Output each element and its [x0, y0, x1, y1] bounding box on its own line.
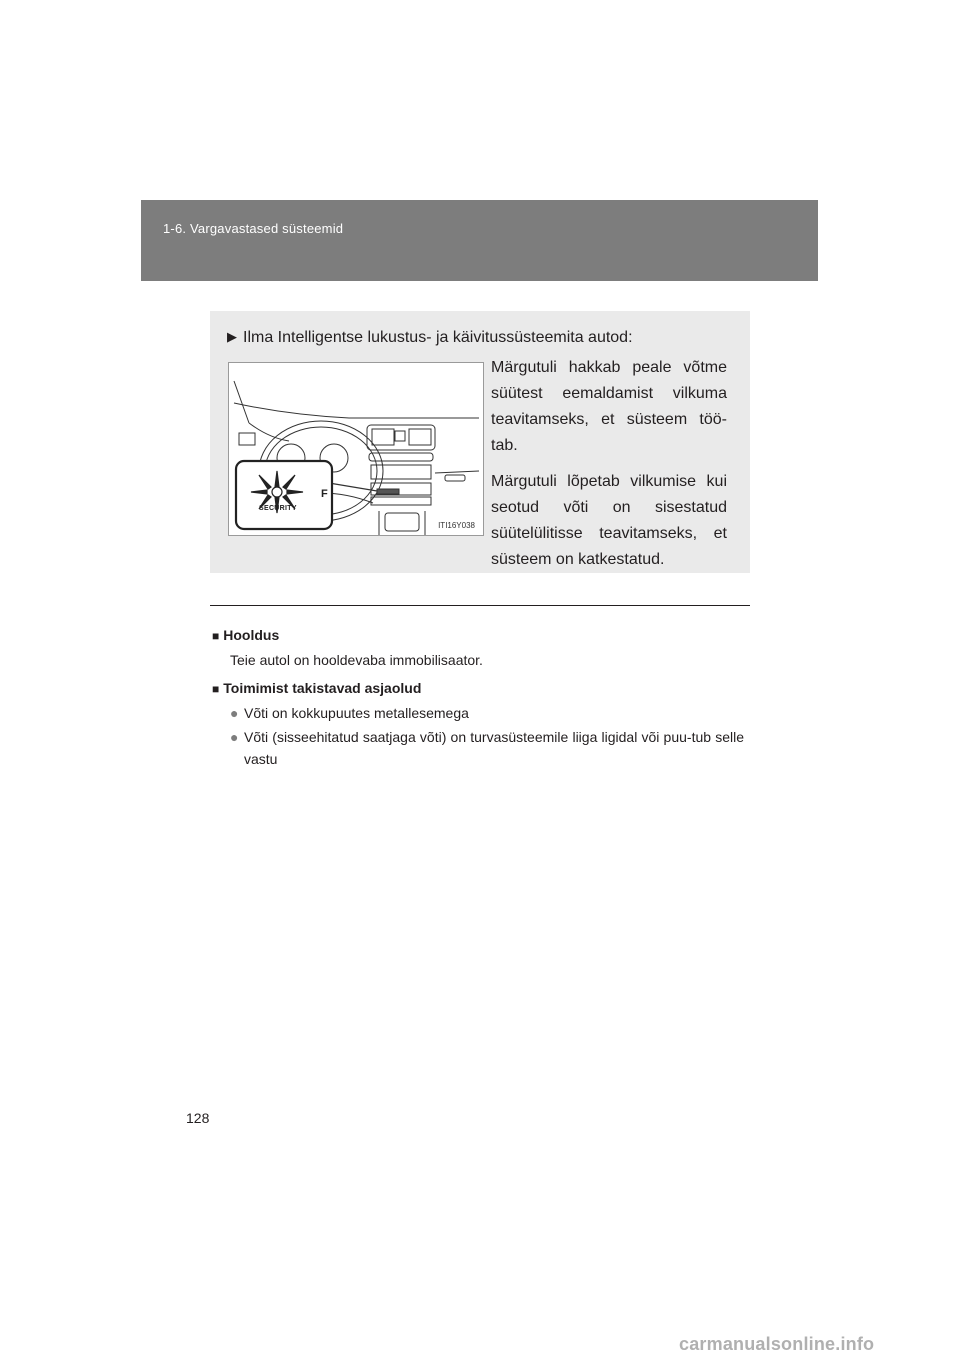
note-title-1	[212, 624, 744, 647]
note-title-1-text: Hooldus	[223, 627, 280, 643]
svg-text:F: F	[321, 488, 328, 500]
page-number: 128	[186, 1110, 210, 1126]
note-bullet-2-text: Võti (sisseehitatud saatjaga võti) on turvasüsteemile liiga ligidal või puu-tub selle vastu	[244, 729, 744, 767]
figure-code: ITI16Y038	[438, 521, 475, 530]
note-bullet-2	[230, 726, 744, 770]
box-paragraph-2: Märgutuli lõpetab vilkumise kui seotud võti on sisestatud süütelülitisse teavitamseks, et süsteem on katkestatud.	[491, 473, 727, 568]
section-divider	[210, 605, 750, 606]
square-bullet-icon: ■	[212, 629, 220, 643]
box-heading-text: Ilma Intelligentse lukustus- ja käivitussüsteemita autod:	[243, 329, 633, 346]
note-bullet-1	[230, 702, 744, 724]
indicator-label: SECURITY	[259, 505, 297, 512]
note-bullet-1-text: Võti on kokkupuutes metallesemega	[244, 705, 469, 721]
watermark: carmanualsonline.info	[679, 1334, 875, 1354]
section-header-band	[141, 200, 818, 281]
note-title-2-text: Toimimist takistavad asjaolud	[223, 680, 422, 696]
notes-section	[212, 624, 744, 770]
box-paragraph-1: Märgutuli hakkab peale võtme süütest eemaldamist vilkuma teavitamseks, et süsteem töö-tab.	[491, 359, 727, 454]
note-title-2	[212, 677, 744, 700]
info-box	[210, 311, 750, 573]
circle-bullet-icon: ●	[230, 705, 239, 721]
dashboard-illustration	[228, 362, 484, 536]
section-title: 1-6. Vargavastased süsteemid	[163, 221, 344, 236]
triangle-bullet-icon: ▶	[227, 329, 237, 344]
square-bullet-icon: ■	[212, 682, 220, 696]
circle-bullet-icon: ●	[230, 729, 239, 745]
box-heading	[227, 329, 633, 347]
box-description	[491, 355, 727, 583]
note-body-1: Teie autol on hooldevaba immobilisaator.	[230, 652, 483, 668]
